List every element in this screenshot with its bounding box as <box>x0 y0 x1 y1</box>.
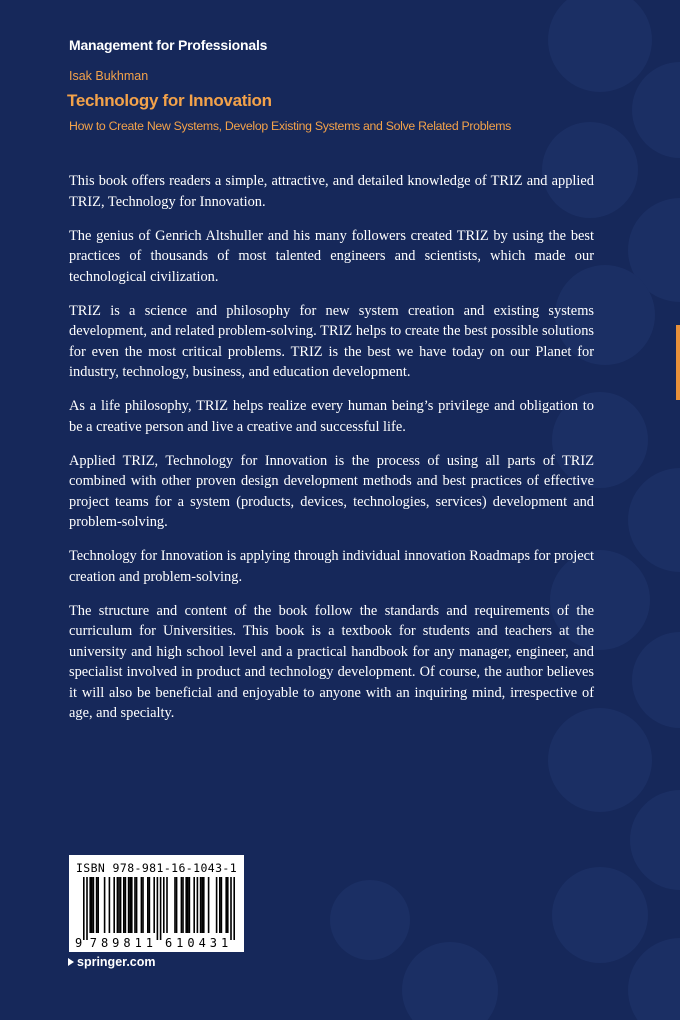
barcode-digit: 6 <box>164 936 173 950</box>
barcode-bar <box>134 877 136 933</box>
barcode-bar <box>104 877 106 933</box>
description-paragraph: The genius of Genrich Altshuller and his many followers created TRIZ by using the best practices of thousands of most talented engineers and scientists, which made our technological civilization. <box>69 227 594 285</box>
barcode-bar <box>201 877 203 933</box>
barcode-digit: 0 <box>187 936 195 950</box>
barcode-bar <box>197 877 199 933</box>
barcode-digit: 1 <box>220 936 229 950</box>
barcode-bar <box>216 877 218 933</box>
book-title: Technology for Innovation <box>67 91 272 110</box>
barcode-bar <box>128 877 130 933</box>
barcode-digit: 8 <box>100 936 109 950</box>
barcode-digit: 8 <box>123 936 131 950</box>
barcode-bar <box>142 877 144 933</box>
book-subtitle: How to Create New Systems, Develop Existing Systems and Solve Related Problems <box>69 119 512 133</box>
barcode-bar <box>166 877 168 933</box>
barcode-bar <box>147 877 149 933</box>
barcode-bar <box>193 877 195 933</box>
barcode-bar <box>219 877 221 933</box>
barcode-bar <box>163 877 165 933</box>
barcode-digit: 1 <box>134 936 142 950</box>
barcode-bar <box>174 877 176 933</box>
barcode-digit: 7 <box>89 936 98 950</box>
barcode-bar <box>176 877 178 933</box>
barcode-bar <box>97 877 99 933</box>
publisher-link[interactable] <box>68 955 156 969</box>
barcode-bar <box>83 877 85 940</box>
barcode-bar <box>120 877 122 933</box>
barcode-digit: 1 <box>176 936 184 950</box>
barcode-bar <box>157 877 159 940</box>
barcode-bar <box>131 877 133 933</box>
arrow-right-icon <box>68 958 74 966</box>
barcode-bar <box>141 877 143 933</box>
description-paragraph: The structure and content of the book follow the standards and requirements of the curriculum for Universities. This book is a textbook for students and teachers at the university and high school level and a practical handbook for any manager, engineer, and specialist involved in product and technology development. Of course, the author believes it will also be beneficial and enjoyable to anyone with an inquiring mind, irrespective of age, and specialty. <box>69 602 594 721</box>
barcode-bar <box>113 877 115 933</box>
barcode-bar <box>160 877 162 940</box>
author-name: Isak Bukhman <box>69 69 149 83</box>
barcode-bar <box>227 877 229 933</box>
barcode-bar <box>118 877 120 933</box>
barcode-bar <box>221 877 223 933</box>
barcode-bar <box>109 877 111 933</box>
barcode-digit: 9 <box>75 936 83 950</box>
barcode-bar <box>91 877 93 933</box>
description-paragraph: This book offers readers a simple, attractive, and detailed knowledge of TRIZ and applied TRIZ, Technology for Innovation. <box>69 173 594 210</box>
publisher-url: springer.com <box>77 955 156 969</box>
barcode-bar <box>182 877 184 933</box>
barcode-bar <box>89 877 91 933</box>
barcode-digit: 9 <box>112 936 120 950</box>
barcode-bar <box>93 877 95 933</box>
barcode-bar <box>117 877 119 933</box>
description-paragraph: Applied TRIZ, Technology for Innovation is the process of using all parts of TRIZ combined with other proven design development methods and best practices of effective project teams for a system (products, devices, technologies, services) development and problem-solving. <box>69 452 594 530</box>
barcode-bar <box>208 877 210 933</box>
barcode-bar <box>200 877 202 933</box>
barcode-bar <box>96 877 98 933</box>
description-paragraph: As a life philosophy, TRIZ helps realize every human being’s privilege and obligation to be a creative person and live a creative and successful life. <box>69 398 594 435</box>
barcode-digit: 3 <box>209 936 218 950</box>
barcode-bar <box>225 877 227 933</box>
barcode-bar <box>136 877 138 933</box>
barcode-bar <box>187 877 189 933</box>
barcode-bar <box>123 877 125 933</box>
isbn-label: ISBN 978-981-16-1043-1 <box>75 861 238 875</box>
barcode-bar <box>129 877 131 933</box>
book-description <box>69 171 594 737</box>
barcode-digit: 4 <box>198 936 206 950</box>
barcode-bar <box>203 877 205 933</box>
barcode-bar <box>230 877 232 940</box>
barcode-bar <box>153 877 155 933</box>
barcode-bar <box>149 877 151 933</box>
barcode-bar <box>185 877 187 933</box>
series-name: Management for Professionals <box>69 37 268 53</box>
isbn-barcode <box>69 855 244 952</box>
barcode-bar <box>233 877 235 940</box>
barcode-bar <box>181 877 183 933</box>
description-paragraph: Technology for Innovation is applying through individual innovation Roadmaps for project creation and problem-solving. <box>69 548 594 585</box>
barcode-digit: 1 <box>145 936 154 950</box>
barcode-bar <box>86 877 88 940</box>
spine-edge-mark <box>676 325 680 400</box>
barcode-bar <box>125 877 127 933</box>
description-paragraph: TRIZ is a science and philosophy for new system creation and existing systems development, and related problem-solving. TRIZ helps to create the best possible solutions for even the most critical problems. TRIZ is the best we have today on our Planet for industry, technology, business, and education development. <box>69 302 594 380</box>
barcode-bar <box>189 877 191 933</box>
